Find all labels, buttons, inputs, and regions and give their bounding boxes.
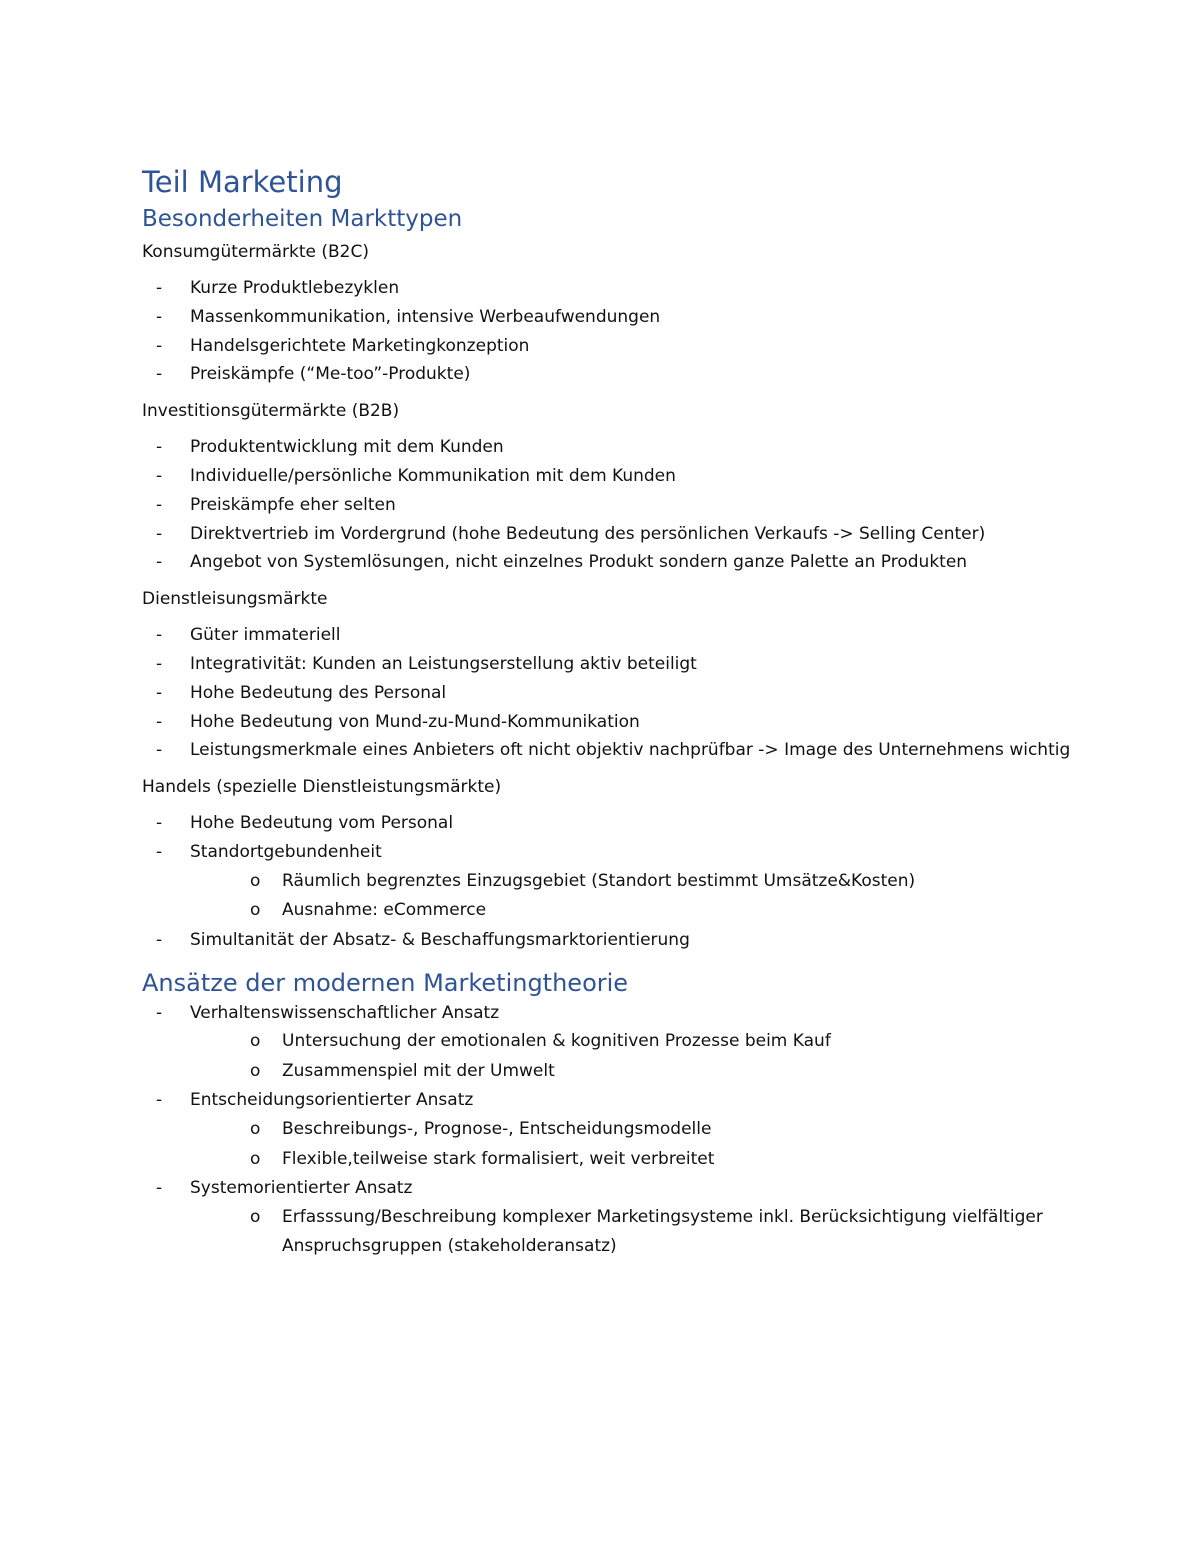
sub-list-item: o Beschreibungs-, Prognose-, Entscheidungsmodelle bbox=[142, 1115, 1072, 1145]
dash-bullet: - bbox=[156, 437, 163, 458]
circle-bullet: o bbox=[250, 900, 261, 921]
dash-bullet: - bbox=[156, 929, 163, 950]
section-heading-marketingtheorie: Ansätze der modernen Marketingtheorie bbox=[142, 968, 629, 997]
dash-bullet: - bbox=[156, 653, 163, 674]
subsection-title-b2c: Konsumgütermärkte (B2C) bbox=[142, 242, 370, 262]
list-item: - Güter immateriell bbox=[142, 621, 1072, 650]
list-item: - Hohe Bedeutung vom Personal bbox=[142, 809, 1072, 838]
list-item: - Massenkommunikation, intensive Werbeaufwendungen bbox=[142, 303, 1072, 332]
list-item: - Angebot von Systemlösungen, nicht einzelnes Produkt sondern ganze Palette an Produkten bbox=[142, 548, 1072, 577]
document-content bbox=[142, 162, 1072, 1272]
dash-bullet: - bbox=[156, 1002, 163, 1023]
list-item: - Standortgebundenheit o Räumlich begrenztes Einzugsgebiet (Standort bestimmt Umsätze&Kosten) o Ausnahme: eCommerce bbox=[142, 838, 1072, 926]
dash-bullet: - bbox=[156, 625, 163, 646]
dash-bullet: - bbox=[156, 841, 163, 862]
circle-bullet: o bbox=[250, 1206, 261, 1227]
circle-bullet: o bbox=[250, 1119, 261, 1140]
sublist bbox=[190, 1115, 1072, 1174]
list-item: - Handelsgerichtete Marketingkonzeption bbox=[142, 332, 1072, 361]
dash-bullet: - bbox=[156, 494, 163, 515]
list-b2b bbox=[142, 433, 1072, 577]
dash-bullet: - bbox=[156, 335, 163, 356]
sub-list-item: o Zusammenspiel mit der Umwelt bbox=[142, 1057, 1072, 1087]
circle-bullet: o bbox=[250, 870, 261, 891]
dash-bullet: - bbox=[156, 682, 163, 703]
sublist-standort bbox=[190, 867, 1072, 926]
list-item: - Entscheidungsorientierter Ansatz o Beschreibungs-, Prognose-, Entscheidungsmodelle o Flexible,teilweise stark formalisiert, weit verbreitet bbox=[142, 1086, 1072, 1174]
list-item: - Simultanität der Absatz- & Beschaffungsmarktorientierung bbox=[142, 926, 1072, 955]
dash-bullet: - bbox=[156, 813, 163, 834]
list-item: - Preiskämpfe eher selten bbox=[142, 491, 1072, 520]
list-item: - Kurze Produktlebezyklen bbox=[142, 274, 1072, 303]
dash-bullet: - bbox=[156, 740, 163, 761]
dash-bullet: - bbox=[156, 278, 163, 298]
sub-list-item: o Erfasssung/Beschreibung komplexer Marketingsysteme inkl. Berücksichtigung vielfältiger Anspruchsgruppen (stakeholderansatz) bbox=[142, 1203, 1072, 1262]
subsection-title-handel: Handels (spezielle Dienstleistungsmärkte) bbox=[142, 777, 502, 798]
list-item: - Preiskämpfe (“Me-too”-Produkte) bbox=[142, 360, 1072, 389]
list-item: - Leistungsmerkmale eines Anbieters oft nicht objektiv nachprüfbar -> Image des Unternehmens wichtig bbox=[142, 736, 1072, 765]
list-dienstleistung bbox=[142, 621, 1072, 765]
list-handel bbox=[142, 809, 1072, 954]
subsection-title-dienstleistung: Dienstleisungsmärkte bbox=[142, 589, 328, 610]
list-item: - Verhaltenswissenschaftlicher Ansatz o Untersuchung der emotionalen & kognitiven Prozesse beim Kauf o Zusammenspiel mit der Umwelt bbox=[142, 999, 1072, 1087]
sublist bbox=[190, 1027, 1072, 1086]
list-item: - Individuelle/persönliche Kommunikation mit dem Kunden bbox=[142, 462, 1072, 491]
list-item: - Systemorientierter Ansatz o Erfasssung/Beschreibung komplexer Marketingsysteme inkl. Berücksichtigung vielfältiger Anspruchsgruppen (stakeholderansatz) bbox=[142, 1174, 1072, 1262]
dash-bullet: - bbox=[156, 552, 163, 573]
list-b2c bbox=[142, 274, 1072, 389]
circle-bullet: o bbox=[250, 1060, 261, 1081]
list-item: - Hohe Bedeutung von Mund-zu-Mund-Kommunikation bbox=[142, 708, 1072, 737]
dash-bullet: - bbox=[156, 465, 163, 486]
sub-list-item: o Ausnahme: eCommerce bbox=[142, 896, 1072, 926]
section-heading-markttypen: Besonderheiten Markttypen bbox=[142, 206, 463, 232]
list-item: - Direktvertrieb im Vordergrund (hohe Bedeutung des persönlichen Verkaufs -> Selling Center) bbox=[142, 520, 1072, 549]
document-title: Teil Marketing bbox=[142, 165, 343, 199]
list-item: - Integrativität: Kunden an Leistungserstellung aktiv beteiligt bbox=[142, 650, 1072, 679]
list-item: - Produktentwicklung mit dem Kunden bbox=[142, 433, 1072, 462]
sub-list-item: o Flexible,teilweise stark formalisiert, weit verbreitet bbox=[142, 1145, 1072, 1175]
dash-bullet: - bbox=[156, 306, 163, 327]
dash-bullet: - bbox=[156, 364, 163, 385]
list-theory bbox=[142, 999, 1072, 1262]
subsection-title-b2b: Investitionsgütermärkte (B2B) bbox=[142, 401, 400, 422]
list-item: - Hohe Bedeutung des Personal bbox=[142, 679, 1072, 708]
dash-bullet: - bbox=[156, 711, 163, 732]
sublist bbox=[190, 1203, 1072, 1262]
dash-bullet: - bbox=[156, 523, 163, 544]
dash-bullet: - bbox=[156, 1090, 163, 1111]
sub-list-item: o Räumlich begrenztes Einzugsgebiet (Standort bestimmt Umsätze&Kosten) bbox=[142, 867, 1072, 897]
circle-bullet: o bbox=[250, 1148, 261, 1169]
circle-bullet: o bbox=[250, 1031, 261, 1052]
dash-bullet: - bbox=[156, 1178, 163, 1199]
sub-list-item: o Untersuchung der emotionalen & kognitiven Prozesse beim Kauf bbox=[142, 1027, 1072, 1057]
